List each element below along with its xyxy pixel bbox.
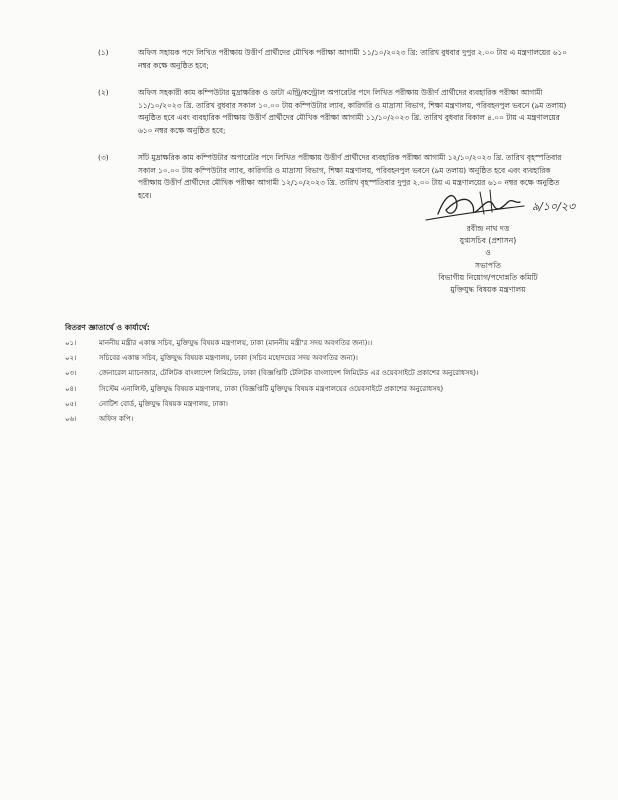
committee-name: বিভাগীয় নিয়োগ/পদোন্নতি কমিটি: [438, 272, 538, 282]
distribution-row: [65, 366, 585, 381]
ministry-name: মুক্তিযুদ্ধ বিষয়ক মন্ত্রণালয়: [450, 285, 526, 295]
row-number: ০২।: [65, 354, 77, 363]
row-number: ০৪।: [65, 384, 77, 393]
item-number: (২): [98, 88, 109, 97]
distribution-list: [65, 336, 585, 427]
row-text: সচিবের একান্ত সচিব, মুক্তিযুদ্ধ বিষয়ক মন্ত্রণালয়, ঢাকা (সচিব মহোদয়ের সদয় অবগতির জন্য)।: [99, 354, 358, 363]
distribution-row: [65, 336, 585, 351]
signatory-designation: যুগ্মসচিব (প্রশাসন): [459, 236, 517, 246]
row-text: মাননীয় মন্ত্রীর একান্ত সচিব, মুক্তিযুদ্ধ বিষয়ক মন্ত্রণালয়, ঢাকা (মাননীয় মন্ত্রী'র সদয় অবগতির জন্য)।।: [99, 339, 373, 347]
signature-date: ৯/১০/২৩: [532, 200, 576, 213]
row-text: অফিস কপি।: [99, 414, 134, 423]
row-text: জেনারেল ম্যানেজার, টেলিটক বাংলাদেশ লিমিটেড, ঢাকা (বিজ্ঞপ্তিটি টেলিটক বাংলাদেশ লিমিটেড এর ওয়েবসাইটে প্রকাশের অনুরোধসহ)।: [99, 369, 479, 378]
row-text: সিস্টেম এনালিস্ট, মুক্তিযুদ্ধ বিষয়ক মন্ত্রণালয়, ঢাকা (বিজ্ঞপ্তিটি মুক্তিযুদ্ধ বিষয়ক মন্ত্রণালয়ের ওয়েবসাইটে প্রকাশের অনুরোধসহ): [99, 384, 444, 393]
distribution-title: বিতরণ জ্ঞাতার্থে ও কার্যার্থে:: [65, 323, 150, 332]
item-number: (১): [98, 48, 109, 57]
row-number: ০১।: [65, 339, 77, 347]
signatory-role: সভাপতি: [475, 260, 501, 270]
distribution-row: [65, 412, 585, 427]
signatory-conjunction: ও: [485, 248, 491, 258]
item-text: অফিস সহায়ক পদে লিখিত পরীক্ষায় উত্তীর্ণ প্রার্থীদের মৌখিক পরীক্ষা আগামী ১১/১০/২০২৩ খ্রি: তারিখ বুধবার দুপুর ২.০০ টায় এ মন্ত্রণালয়ের ৬১০ নম্বর কক্ষে অনুষ্ঠিত হবে;: [138, 48, 567, 70]
item-number: (৩): [98, 153, 109, 162]
distribution-row: [65, 351, 585, 366]
row-number: ০৬।: [65, 414, 77, 423]
distribution-row: [65, 382, 585, 397]
row-number: ০৫।: [65, 399, 77, 408]
signatory-name: রবীন্দ্র নাথ দত্ত: [466, 224, 510, 233]
distribution-row: [65, 397, 585, 412]
row-text: নোটিশ বোর্ড, মুক্তিযুদ্ধ বিষয়ক মন্ত্রণালয়, ঢাকা।: [99, 399, 228, 408]
row-number: ০৩।: [65, 369, 77, 378]
item-text: সাঁট মুদ্রাক্ষরিক কাম কম্পিউটার অপারেটর পদে লিখিত পরীক্ষায় উত্তীর্ণ প্রার্থীদের ব্যবহারিক পরীক্ষা আগামী ১২/১০/২০২৩ খ্রি. তারিখ বৃহস্পতিবার সকাল ১০.০০ টায় কম্পিউটার ল্যাব, কারিগরি ও মাদ্রাসা বিভাগ, শিক্ষা মন্ত্রণালয়, পরিবহনপুল ভবনে (৯ম তলায়) অনুষ্ঠিত হবে এবং ব্যবহারিক পরীক্ষায় উত্তীর্ণ প্রার্থীদের মৌখিক পরীক্ষা আগামী ১২/১০/২০২৩ খ্রি. তারিখ বৃহস্পতিবার দুপুর ২.০০ টায় এ মন্ত্রণালয়ের ৬১০ নম্বর কক্ষে অনুষ্ঠিত হবে।: [138, 153, 562, 200]
signatory-block: [378, 223, 598, 296]
handwritten-signature: [420, 180, 580, 228]
item-text: অফিস সহকারী কাম কম্পিউটার মুদ্রাক্ষরিক ও ডাটা এন্ট্রি/কন্ট্রোল অপারেটর পদে লিখিত পরীক্ষায় উত্তীর্ণ প্রার্থীদের ব্যবহারিক পরীক্ষা আগামী ১১/১০/২০২৩ খ্রি. তারিখ বুধবার সকাল ১০.০০ টায় কম্পিউটার ল্যাব, কারিগরি ও মাদ্রাসা বিভাগ, শিক্ষা মন্ত্রণালয়, পরিবহনপুল ভবনে (৯ম তলায়) অনুষ্ঠিত হবে এবং ব্যবহারিক পরীক্ষায় উত্তীর্ণ প্রার্থীদের মৌখিক পরীক্ষা আগামী ১১/১০/২০২৩ খ্রি. তারিখ বুধবার বিকাল ৪.০০ টায় এ মন্ত্রণালয়ের ৬১০ নম্বর কক্ষে অনুষ্ঠিত হবে;: [138, 88, 567, 135]
